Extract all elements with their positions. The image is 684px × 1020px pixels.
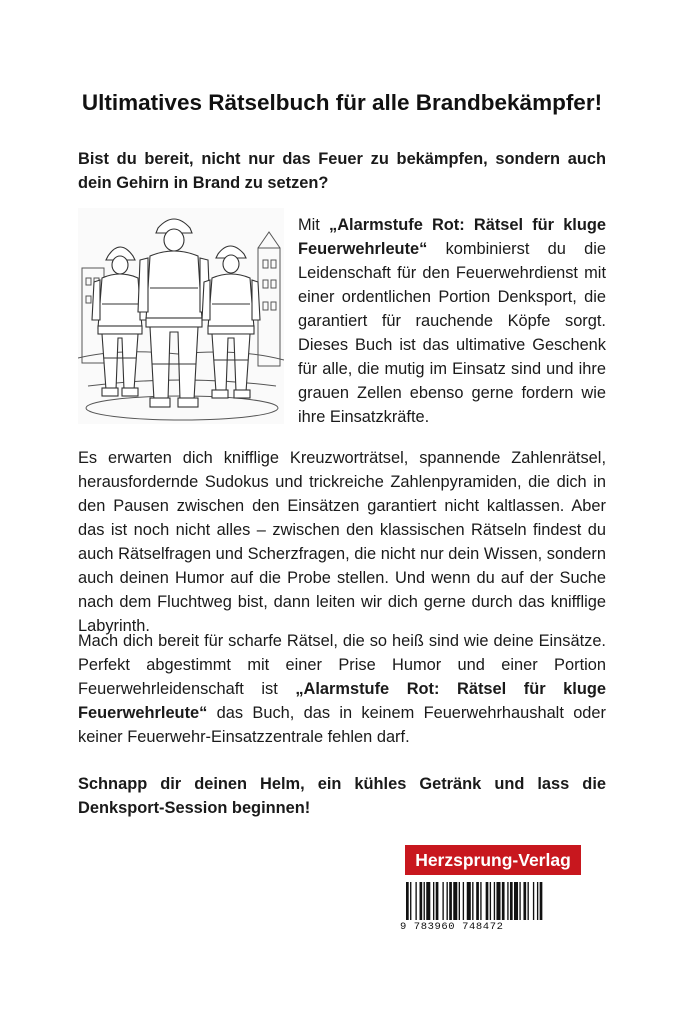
barcode-bar xyxy=(433,882,434,920)
intro-prefix: Mit xyxy=(298,216,329,234)
barcode-bar xyxy=(519,882,520,920)
intro-question: Bist du bereit, nicht nur das Feuer zu bekämpfen, sondern auch dein Gehirn in Brand zu setzen? xyxy=(78,150,606,192)
barcode-bar xyxy=(415,882,416,920)
book-title: „Alarmstufe Rot: Rätsel für kluge Feuerwehrleute“ xyxy=(298,216,606,258)
publisher-logo: Herzsprung-Verlag xyxy=(405,845,581,875)
barcode-bar xyxy=(410,882,411,920)
contents-paragraph: Es erwarten dich knifflige Kreuzworträtsel, spannende Zahlenrätsel, herausfordernde Sudokus und trickreiche Zahlenpyramiden, die dich in den Pausen zwischen den Einsätzen garantiert nicht kaltlassen. Aber das ist noch nicht alles – zwischen den klassischen Rätseln findest du auch Rätselfragen und Scherzfragen, die nicht nur dein Wissen, sondern auch deinen Humor auf die Probe stellen. Und wenn du auf der Suche nach dem Fluchtweg bist, dann leiten wir dich gerne durch das knifflige Labyrinth. xyxy=(78,449,606,635)
barcode-bar xyxy=(507,882,508,920)
barcode-bar xyxy=(528,882,529,920)
barcode-bar xyxy=(436,882,439,920)
barcode-digits: 9 783960 748472 xyxy=(400,921,586,933)
barcode-bars xyxy=(396,880,592,922)
barcode-bar xyxy=(480,882,481,920)
barcode-bar xyxy=(424,882,425,920)
barcode-bar xyxy=(490,882,491,920)
pitch-rest: das Buch, das in keinem Feuerwehrhaushalt oder keiner Feuerwehr-Einsatzzentrale fehlen darf. xyxy=(78,704,606,746)
barcode-bar xyxy=(496,882,500,920)
barcode-bar xyxy=(533,882,534,920)
barcode-bar xyxy=(459,882,460,920)
barcode-bar xyxy=(486,882,489,920)
barcode-bar xyxy=(476,882,479,920)
pitch-prefix: Mach dich bereit für scharfe Rätsel, die so heiß sind wie deine Einsätze. Perfekt abgestimmt mit einer Prise Humor und einer Portion Feuerwehrleidenschaft ist xyxy=(78,632,606,698)
barcode-bar xyxy=(472,882,473,920)
barcode-bar xyxy=(540,882,543,920)
pitch-paragraph xyxy=(78,629,606,749)
barcode-bar xyxy=(467,882,471,920)
barcode-bar xyxy=(406,882,409,920)
page-title: Ultimatives Rätselbuch für alle Brandbekämpfer! xyxy=(81,90,603,115)
barcode-bar xyxy=(442,882,443,920)
intro-rest: kombinierst du die Leidenschaft für den Feuerwehrdienst mit einer ordentlichen Portion Denksport, die garantiert für rauchende Köpfe sorgt. Dieses Buch ist das ultimative Geschenk für alle, die mutig im Einsatz sind und ihre grauen Zellen ebenso gerne fordern wie ihre Einsatzkräfte. xyxy=(298,240,606,426)
barcode-bar xyxy=(523,882,526,920)
intro-paragraph xyxy=(298,213,606,429)
barcode-bar xyxy=(537,882,538,920)
closing-line: Schnapp dir deinen Helm, ein kühles Getränk und lass die Denksport-Session beginnen! xyxy=(78,775,606,817)
barcode-bar xyxy=(449,882,452,920)
barcode-bar xyxy=(510,882,513,920)
barcode-bar xyxy=(420,882,423,920)
barcode-bar xyxy=(463,882,464,920)
barcode-bar xyxy=(494,882,495,920)
barcode-bar xyxy=(502,882,505,920)
book-title-2: „Alarmstufe Rot: Rätsel für kluge Feuerwehrleute“ xyxy=(78,680,606,722)
firefighters-illustration xyxy=(78,208,284,424)
barcode-bar xyxy=(426,882,430,920)
barcode-bar xyxy=(447,882,448,920)
firefighters-drawing xyxy=(78,208,284,424)
barcode-bar xyxy=(453,882,457,920)
barcode-bar xyxy=(514,882,518,920)
